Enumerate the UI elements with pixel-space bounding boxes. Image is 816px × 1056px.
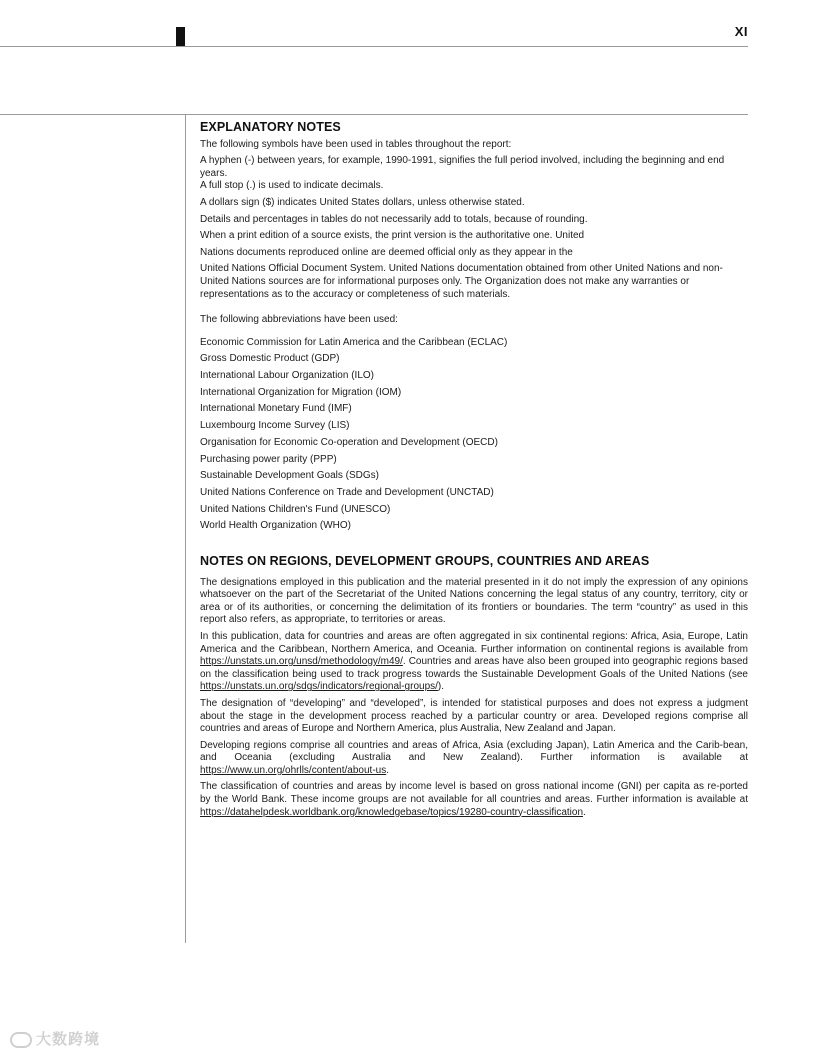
developed-paragraph: The designation of “developing” and “developed”, is intended for statistical purposes and does not express a judgment about the stage in the development process reached by a particular country or area. Developed regions comprise all countries and areas of Europe and Northern America, plus Australia, New Zealand and Japan.	[200, 697, 748, 735]
abbreviation-item: Gross Domestic Product (GDP)	[200, 353, 340, 365]
designations-paragraph: The designations employed in this publication and the material presented in it do not imply the expression of any opinions whatsoever on the part of the Secretariat of the United Nations concerning the legal status of any country, territory, city or area or of its authorities, or concerning the delimitation of its frontiers or boundaries. The term “country” as used in this report also refers, as appropriate, to territories or areas.	[200, 576, 748, 626]
main-content	[200, 121, 748, 819]
continental-regions-paragraph	[200, 631, 748, 694]
watermark-logo-icon	[10, 1032, 32, 1048]
paragraph-text: .	[386, 764, 389, 776]
abbreviation-item: Organisation for Economic Co-operation and Development (OECD)	[200, 436, 498, 448]
abbreviation-item: World Health Organization (WHO)	[200, 520, 351, 532]
abbreviation-item: Luxembourg Income Survey (LIS)	[200, 420, 350, 432]
abbreviations-intro: The following abbreviations have been used:	[200, 314, 398, 326]
symbol-note: Nations documents reproduced online are deemed official only as they appear in the	[200, 246, 573, 258]
income-classification-paragraph	[200, 781, 748, 819]
abbreviation-item: Sustainable Development Goals (SDGs)	[200, 470, 379, 482]
abbreviation-item: United Nations Conference on Trade and Development (UNCTAD)	[200, 486, 494, 498]
margin-rule	[185, 114, 186, 943]
abbreviation-item: International Monetary Fund (IMF)	[200, 403, 352, 415]
watermark-text: 大数跨境	[36, 1031, 101, 1048]
ohrlls-link[interactable]: https://www.un.org/ohrlls/content/about-us	[200, 764, 387, 776]
watermark	[10, 1028, 100, 1049]
abbreviation-item: International Organization for Migration (IOM)	[200, 386, 402, 398]
symbol-note: United Nations Official Document System. United Nations documentation obtained from other United Nations and non-United Nations sources are for informational purposes only. The Organization does not make any warranties or representations as to the accuracy or completeness of such materials.	[200, 263, 723, 300]
header-rule	[0, 46, 748, 47]
symbol-note: A hyphen (-) between years, for example, 1990-1991, signifies the full period involved, including the beginning and end years.	[200, 155, 725, 179]
symbol-note: A full stop (.) is used to indicate decimals.	[200, 180, 384, 192]
abbreviations-list	[200, 335, 748, 535]
worldbank-classification-link[interactable]: https://datahelpdesk.worldbank.org/knowledgebase/topics/19280-country-classification	[200, 806, 584, 818]
paragraph-text: In this publication, data for countries and areas are often aggregated in six continental regions: Africa, Asia, Europe, Latin America and the Caribbean, Northern America, and Oceania. Further information on continental regions is available from	[200, 630, 748, 655]
abbreviation-item: United Nations Children's Fund (UNESCO)	[200, 503, 391, 515]
symbols-intro: The following symbols have been used in tables throughout the report:	[200, 138, 512, 150]
paragraph-text: Developing regions comprise all countries and areas of Africa, Asia (excluding Japan), Latin America and the Carib-bean, and Oceania (excluding Australia and New Zealand). Further information is available at	[200, 739, 748, 764]
page-number: XI	[734, 24, 748, 39]
symbol-note: A dollars sign ($) indicates United States dollars, unless otherwise stated.	[200, 196, 525, 208]
regional-groups-link[interactable]: https://unstats.un.org/sdgs/indicators/regional-groups/	[200, 681, 438, 693]
paragraph-text: .	[583, 806, 586, 818]
abbreviation-item: Purchasing power parity (PPP)	[200, 453, 337, 465]
abbreviation-item: International Labour Organization (ILO)	[200, 370, 374, 382]
paragraph-text: ).	[437, 681, 445, 693]
symbol-note: When a print edition of a source exists, the print version is the authoritative one. United	[200, 230, 585, 242]
paragraph-text: The classification of countries and areas by income level is based on gross national income (GNI) per capita as re-ported by the World Bank. These income groups are not available for all countries and areas. Further information is available at	[200, 781, 748, 806]
section-rule	[0, 114, 748, 115]
chapter-tab-marker	[176, 27, 185, 46]
regions-notes-heading: NOTES ON REGIONS, DEVELOPMENT GROUPS, COUNTRIES AND AREAS	[200, 553, 650, 568]
m49-link[interactable]: https://unstats.un.org/unsd/methodology/m49/	[200, 656, 403, 668]
abbreviation-item: Economic Commission for Latin America and the Caribbean (ECLAC)	[200, 336, 508, 348]
paragraph-text: . Countries and areas have also been grouped into geographic regions based on the classification being used to track progress towards the Sustainable Development Goals of the United Nations (see	[200, 656, 748, 680]
developing-paragraph	[200, 740, 748, 778]
explanatory-notes-heading: EXPLANATORY NOTES	[200, 120, 341, 134]
symbol-note: Details and percentages in tables do not necessarily add to totals, because of rounding.	[200, 213, 588, 225]
